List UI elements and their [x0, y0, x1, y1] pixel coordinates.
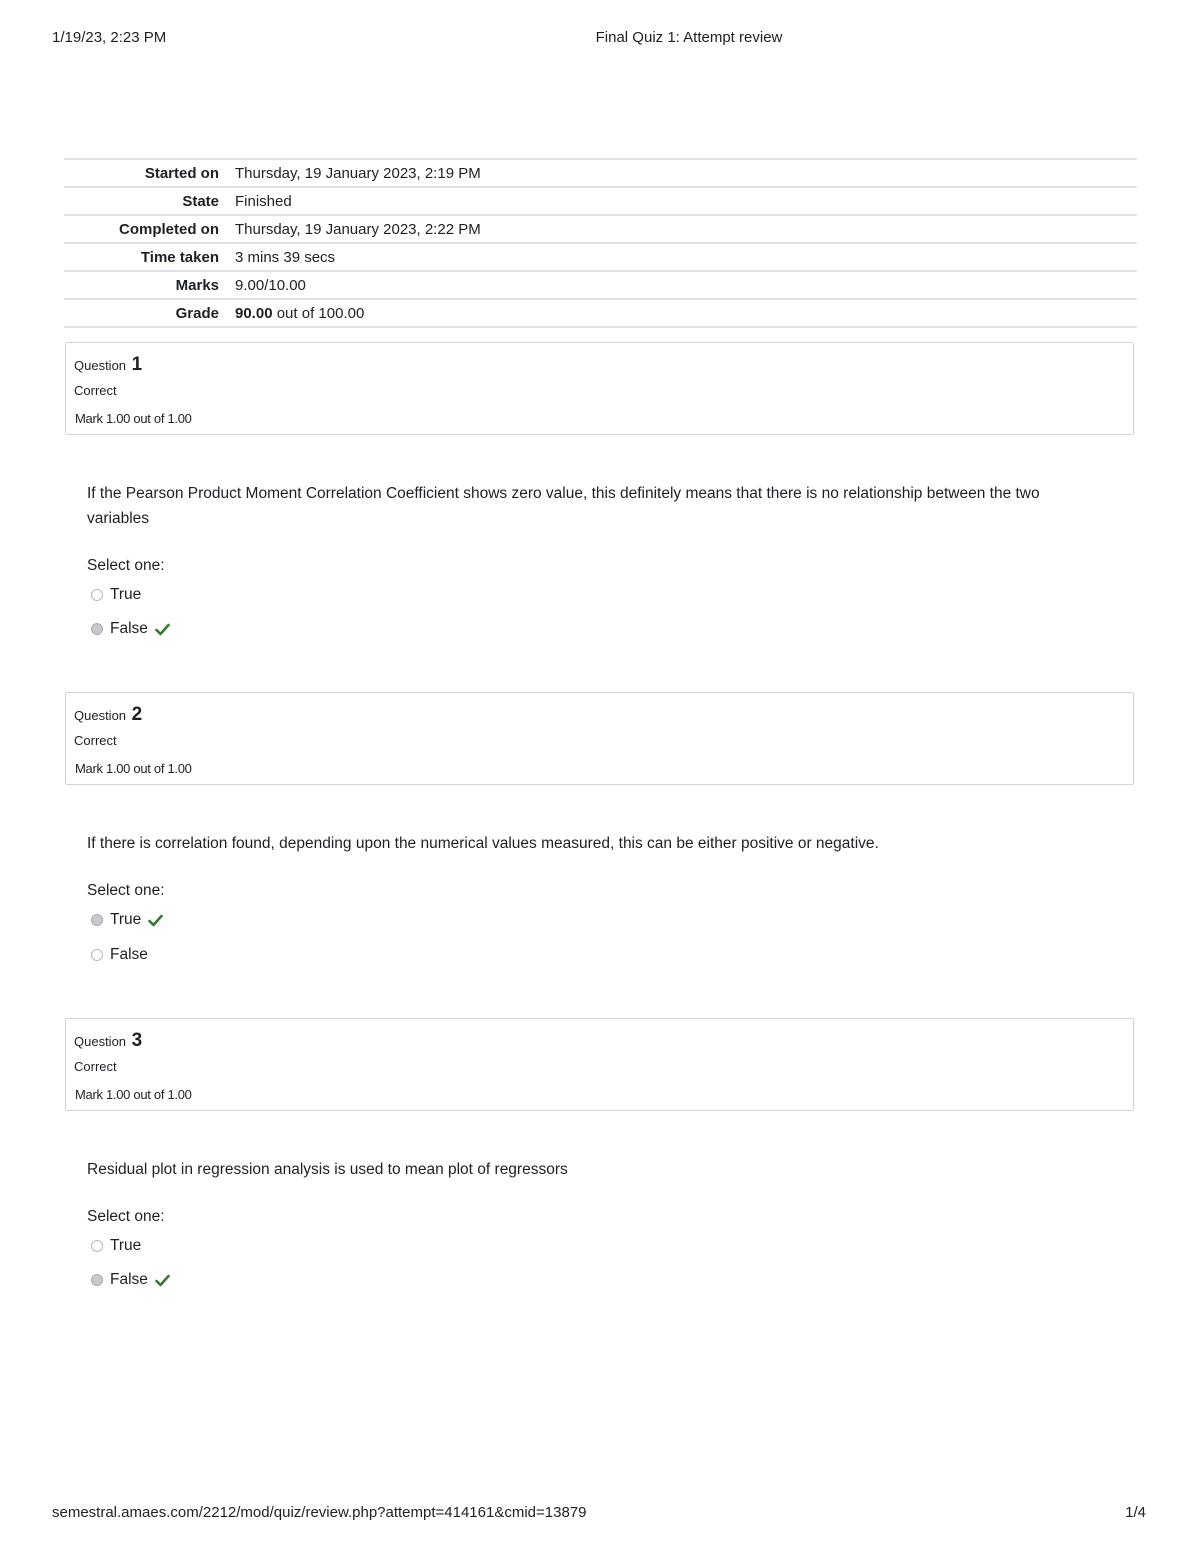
answer-option-true[interactable]: [91, 1236, 141, 1256]
summary-value: 9.00/10.00: [235, 276, 306, 294]
grade-score: 90.00: [235, 304, 273, 322]
question-info-box: [65, 342, 1134, 435]
answer-option-true[interactable]: [91, 585, 141, 605]
radio-button[interactable]: [91, 589, 103, 601]
option-label: True: [110, 911, 142, 928]
select-one-prompt: Select one:: [87, 557, 165, 574]
question-mark: Mark 1.00 out of 1.00: [75, 1087, 192, 1102]
summary-row-marks: [64, 272, 1137, 300]
summary-label: Time taken: [140, 248, 219, 266]
summary-value: 3 mins 39 secs: [235, 248, 336, 266]
question-number-value: 3: [131, 1030, 143, 1051]
correct-check-icon: [148, 914, 163, 927]
summary-row-completed-on: [64, 216, 1137, 244]
print-footer: [52, 1504, 1146, 1524]
question-number: [74, 1030, 142, 1052]
option-label: True: [110, 586, 142, 603]
summary-row-started-on: [64, 160, 1137, 188]
summary-value: [235, 305, 364, 322]
summary-label: State: [182, 192, 219, 210]
print-url: semestral.amaes.com/2212/mod/quiz/review.php?attempt=414161&cmid=13879: [52, 1504, 587, 1521]
print-header: [52, 29, 1148, 49]
option-label: False: [110, 620, 148, 637]
answer-option-false[interactable]: [91, 619, 170, 639]
question-info-box: [65, 692, 1134, 785]
summary-label: Marks: [175, 276, 219, 294]
summary-value: Thursday, 19 January 2023, 2:19 PM: [235, 164, 481, 182]
question-state: Correct: [74, 733, 117, 748]
correct-check-icon: [155, 1274, 170, 1287]
radio-button-selected[interactable]: [91, 623, 103, 635]
option-label: False: [110, 946, 148, 963]
answer-option-false[interactable]: [91, 945, 148, 965]
print-date: 1/19/23, 2:23 PM: [52, 29, 167, 46]
grade-out-of: out of 100.00: [276, 304, 365, 322]
summary-row-time-taken: [64, 244, 1137, 272]
question-mark: Mark 1.00 out of 1.00: [75, 411, 192, 426]
summary-label: Started on: [144, 164, 219, 182]
summary-label: Grade: [175, 304, 219, 322]
question-info-box: [65, 1018, 1134, 1111]
print-title: Final Quiz 1: Attempt review: [595, 29, 783, 46]
answer-option-false[interactable]: [91, 1270, 170, 1290]
question-number: [74, 354, 142, 376]
radio-button-selected[interactable]: [91, 914, 103, 926]
summary-row-grade: [64, 300, 1137, 328]
select-one-prompt: Select one:: [87, 1208, 165, 1225]
question-mark: Mark 1.00 out of 1.00: [75, 761, 192, 776]
attempt-summary-table: [64, 158, 1137, 328]
correct-check-icon: [155, 623, 170, 636]
question-label: Question: [74, 358, 127, 373]
question-number-value: 1: [131, 354, 143, 375]
question-state: Correct: [74, 383, 117, 398]
question-number-value: 2: [131, 704, 143, 725]
select-one-prompt: Select one:: [87, 882, 165, 899]
radio-button-selected[interactable]: [91, 1274, 103, 1286]
question-text: If there is correlation found, depending upon the numerical values measured, this can be either positive or negative.: [87, 835, 879, 852]
question-text: If the Pearson Product Moment Correlation Coefficient shows zero value, this definitely means that there is no relationship between the two variables: [87, 485, 1040, 527]
question-state: Correct: [74, 1059, 117, 1074]
summary-value: Finished: [235, 192, 292, 210]
summary-row-state: [64, 188, 1137, 216]
question-label: Question: [74, 1034, 127, 1049]
answer-option-true[interactable]: [91, 910, 163, 930]
summary-value: Thursday, 19 January 2023, 2:22 PM: [235, 220, 481, 238]
question-text: Residual plot in regression analysis is used to mean plot of regressors: [87, 1161, 568, 1178]
question-label: Question: [74, 708, 127, 723]
radio-button[interactable]: [91, 1240, 103, 1252]
radio-button[interactable]: [91, 949, 103, 961]
summary-label: Completed on: [119, 220, 219, 238]
option-label: False: [110, 1271, 148, 1288]
print-page-number: 1/4: [1125, 1504, 1146, 1521]
option-label: True: [110, 1237, 142, 1254]
question-number: [74, 704, 142, 726]
